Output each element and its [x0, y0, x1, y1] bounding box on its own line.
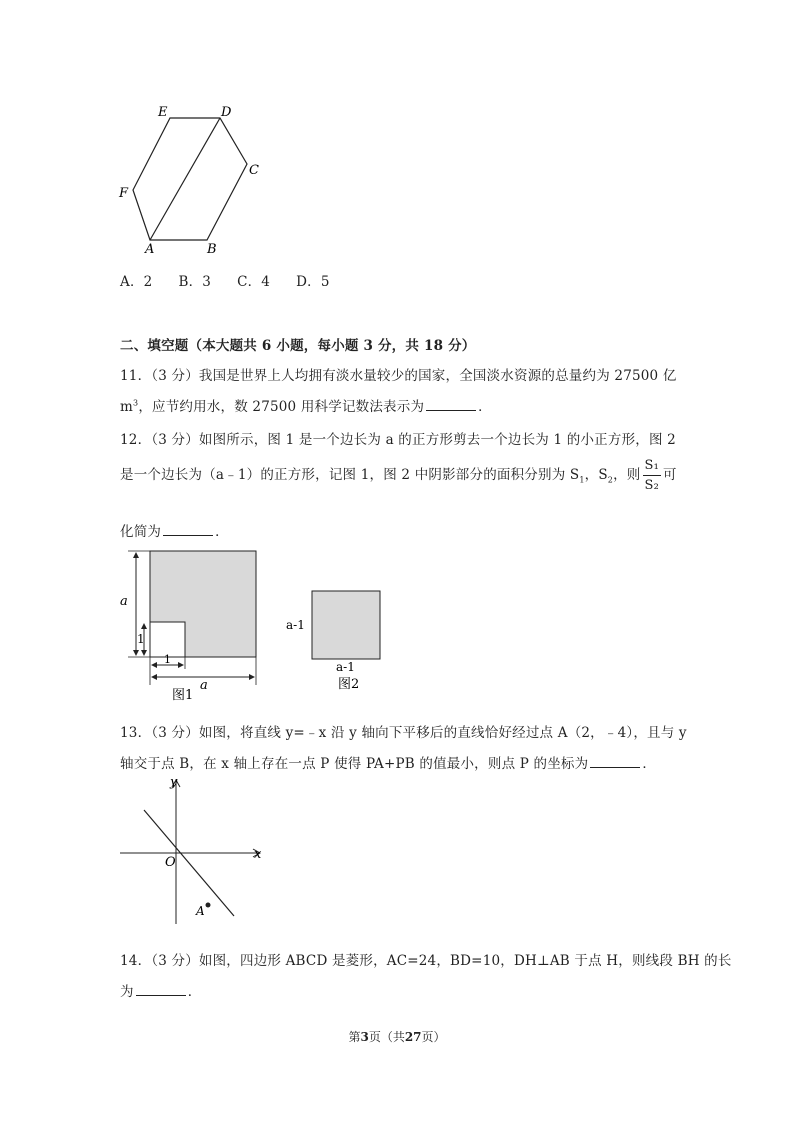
- label-d: D: [221, 105, 232, 120]
- fig1-label-a-left: a: [120, 594, 128, 609]
- label-e: E: [158, 105, 168, 120]
- choice-a: A．2: [120, 274, 153, 290]
- q12-text-start: 是一个边长为（a﹣1）的正方形，记图 1，图 2 中阴影部分的面积分别为 S: [120, 467, 580, 483]
- q12-answer-blank[interactable]: [163, 523, 213, 536]
- q13-text: 轴交于点 B，在 x 轴上存在一点 P 使得 PA+PB 的值最小，则点 P 的坐标为: [120, 756, 589, 772]
- footer-mid: 页（共: [368, 1030, 405, 1044]
- q12-end: ．: [215, 524, 229, 540]
- q11-line1: 11．（3 分）我国是世界上人均拥有淡水量较少的国家，全国淡水资源的总量约为 27500 亿: [120, 368, 677, 384]
- footer-prefix: 第: [348, 1030, 361, 1044]
- q14-line2: [120, 980, 201, 1000]
- q11-unit-sup: 3: [133, 398, 139, 408]
- q12-figure1: [112, 545, 272, 705]
- choice-b: B．3: [178, 274, 212, 290]
- hexagon-shape: [133, 118, 247, 240]
- q13-end: ．: [642, 756, 657, 772]
- choice-d: D．5: [296, 274, 330, 290]
- label-f: F: [119, 186, 129, 201]
- graph-y-label: y: [170, 775, 178, 790]
- graph-origin-label: O: [165, 855, 176, 870]
- answer-choices: [120, 270, 356, 290]
- hexagon-figure: [110, 98, 270, 258]
- section-title: 二、填空题（本大题共 6 小题，每小题 3 分，共 18 分）: [120, 338, 476, 354]
- fig2-label-left: a-1: [286, 618, 305, 632]
- q12-line2: [120, 459, 677, 492]
- footer-suffix: 页）: [421, 1030, 446, 1044]
- label-b: B: [207, 242, 217, 257]
- q12-text-then: ，则: [613, 467, 641, 483]
- q11-end: ．: [478, 399, 492, 415]
- point-a-dot: [206, 903, 211, 908]
- q12-text-mid: ，S: [584, 467, 608, 483]
- shifted-line: [144, 810, 234, 916]
- q11-unit: m: [120, 399, 134, 415]
- q14-end: ．: [187, 984, 202, 1000]
- graph-x-label: x: [254, 847, 262, 862]
- page-footer: [0, 1028, 794, 1045]
- q12-text-line3: 化简为: [120, 524, 162, 540]
- fig1-label-1-bottom: 1: [164, 653, 171, 666]
- q12-frac-den: S₂: [644, 478, 660, 493]
- fig1-small-square: [150, 622, 185, 657]
- fig2-square: [312, 591, 380, 659]
- q12-sub1: 1: [579, 475, 585, 485]
- q12-line1: 12．（3 分）如图所示，图 1 是一个边长为 a 的正方形剪去一个边长为 1 的小正方形，图 2: [120, 432, 676, 448]
- footer-page-number: 3: [360, 1030, 369, 1044]
- label-c: C: [249, 163, 259, 178]
- q11-answer-blank[interactable]: [426, 398, 476, 411]
- fig1-label-1-left: 1: [137, 632, 145, 646]
- q13-line1: 13．（3 分）如图，将直线 y=﹣x 沿 y 轴向下平移后的直线恰好经过点 A（2，﹣4），且与 y: [120, 725, 687, 741]
- q12-sub2: 2: [607, 475, 614, 485]
- footer-total-pages: 27: [404, 1030, 422, 1044]
- q11-line2: [120, 395, 492, 415]
- q12-frac-num: S₁: [643, 459, 662, 476]
- fig1-label-a-bottom: a: [200, 678, 208, 693]
- choice-c: C．4: [237, 274, 271, 290]
- q12-fraction: [643, 459, 662, 492]
- q13-line2: [120, 752, 656, 772]
- fig1-caption: 图1: [172, 688, 194, 703]
- q12-figure2: [286, 585, 396, 695]
- graph-point-label: A: [196, 904, 205, 918]
- q12-line3: [120, 520, 229, 540]
- q11-text: ，应节约用水，数 27500 用科学记数法表示为: [138, 399, 425, 415]
- fig2-label-bottom: a-1: [336, 660, 355, 674]
- q14-answer-blank[interactable]: [136, 983, 186, 996]
- q13-answer-blank[interactable]: [590, 755, 640, 768]
- label-a: A: [145, 242, 155, 257]
- q14-text: 为: [120, 984, 134, 1000]
- q12-text-end: 可: [663, 467, 677, 483]
- q14-line1: 14．（3 分）如图，四边形 ABCD 是菱形，AC=24，BD=10，DH⊥AB 于点 H，则线段 BH 的长: [120, 953, 732, 969]
- fig2-caption: 图2: [338, 677, 360, 692]
- q13-coordinate-graph: [112, 772, 272, 932]
